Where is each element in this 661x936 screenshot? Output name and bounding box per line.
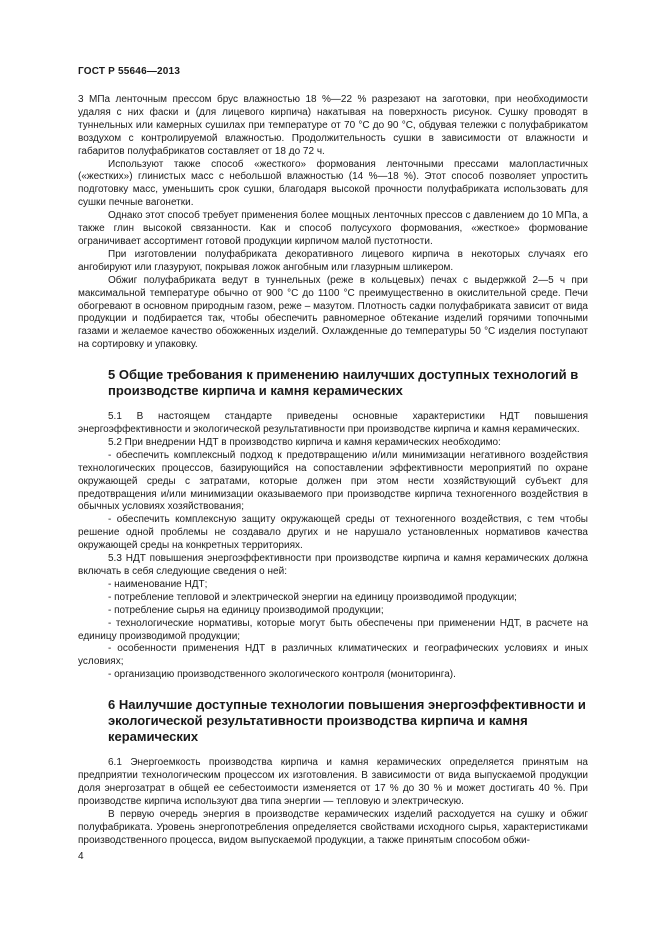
paragraph: В первую очередь энергия в производстве керамических изделий расходуется на сушку и обжиг полуфабриката. Уровень энергопотребления определяется свойствами исходного сырья, характеристиками производственного процесса, видом выпускаемой продукции, а также принятым способом обжи- <box>78 808 588 846</box>
clause-5-3: 5.3 НДТ повышения энергоэффективности при производстве кирпича и камня керамических должна включать в себя следующие сведения о ней: <box>78 553 588 577</box>
list-item: - организацию производственного экологического контроля (мониторинга). <box>108 669 456 681</box>
list-item: - наименование НДТ; <box>108 578 208 590</box>
list-item: - особенности применения НДТ в различных климатических и географических условиях и иных условиях; <box>78 643 588 668</box>
paragraph: Однако этот способ требует применения более мощных ленточных прессов с давлением до 10 МПа, а также глин высокой связанности. Как и способ полусухого формования, «жесткое» формование ограничивает ассортимент готовой продукции кирпичом малой пустотности. <box>78 210 588 247</box>
section-6-heading: 6 Наилучшие доступные технологии повышения энергоэффективности и экологической результативности производства кирпича и камня керамических <box>108 697 586 745</box>
body-text <box>78 94 588 848</box>
list-item: - потребление тепловой и электрической энергии на единицу производимой продукции; <box>108 591 517 603</box>
clause-6-1: 6.1 Энергоемкость производства кирпича и камня керамических определяется принятым на предприятии технологическим процессом их изготовления. В зависимости от вида выпускаемой продукции доля энергозатрат в общей ее себестоимости изменяется от 17 % до 30 % и может достигать 40 %. При производстве кирпича используют два типа энергии — тепловую и электрическую. <box>78 757 588 807</box>
paragraph: При изготовлении полуфабриката декоративного лицевого кирпича в некоторых случаях его ангобируют или глазуруют, покрывая ложок ангобным или глазурным шликером. <box>78 248 588 273</box>
list-item: - потребление сырья на единицу производимой продукции; <box>108 604 384 616</box>
list-item: - обеспечить комплексную защиту окружающей среды от техногенного воздействия, с тем чтобы решение одной проблемы не создавало других и не нарушало установленных нормативов качества окружающей среды на конкретных территориях. <box>78 514 588 552</box>
paragraph: 3 МПа ленточным прессом брус влажностью 18 %—22 % разрезают на заготовки, при необходимости удаляя с них фаски и (для лицевого кирпича) накатывая на поверхность рисунок. Сушку проводят в туннельных или камерных сушилах при температуре от 70 °С до 90 °С, обдувая тележки с полуфабрикатом воздухом с контролируемой влажностью. Продолжительность сушки в зависимости от влажности и габаритов полуфабрикатов составляет от 18 до 72 ч. <box>78 94 588 157</box>
document-id: ГОСТ Р 55646—2013 <box>78 66 181 77</box>
paragraph: Обжиг полуфабриката ведут в туннельных (реже в кольцевых) печах с выдержкой 2—5 ч при максимальной температуре обычно от 900 °С до 1100 °С преимущественно в окислительной среде. Печи обогревают в основном природным газом, реже – мазутом. Плотность садки полуфабриката зависит от вида продукции и подбирается так, чтобы обеспечить равномерное обтекание изделий горячими топочными газами и желаемое качество обожженных изделий. Охлажденные до температуры 50 °С изделия поступают на сортировку и упаковку. <box>78 274 588 351</box>
section-5-heading: 5 Общие требования к применению наилучших доступных технологий в производстве кирпича и камня керамических <box>108 367 579 399</box>
clause-5-1: 5.1 В настоящем стандарте приведены основные характеристики НДТ повышения энергоэффективности и экологической результативности при производстве кирпича и камня керамических. <box>78 411 588 436</box>
clause-5-2: 5.2 При внедрении НДТ в производство кирпича и камня керамических необходимо: <box>108 436 501 448</box>
paragraph: Используют также способ «жесткого» формования ленточными прессами малопластичных («жестких») глинистых масс с небольшой влажностью (14 %—18 %). Этот способ позволяет упростить подготовку масс, уменьшить срок сушки, благодаря высокой прочности полуфабриката использовать для сушки печные вагонетки. <box>78 158 588 209</box>
page-number: 4 <box>78 851 84 862</box>
list-item: - обеспечить комплексный подход к предотвращению и/или минимизации негативного воздействия технологических процессов, базирующийся на сопоставлении эффективности мероприятий по охране окружающей среды с затратами, которые должен при этом нести хозяйствующий субъект для предотвращения и/или минимизации оказываемого при производстве кирпича техногенного воздействия в обычных условиях хозяйствования; <box>78 449 588 513</box>
list-item: - технологические нормативы, которые могут быть обеспечены при применении НДТ, в расчете на единицу производимой продукции; <box>78 617 588 642</box>
